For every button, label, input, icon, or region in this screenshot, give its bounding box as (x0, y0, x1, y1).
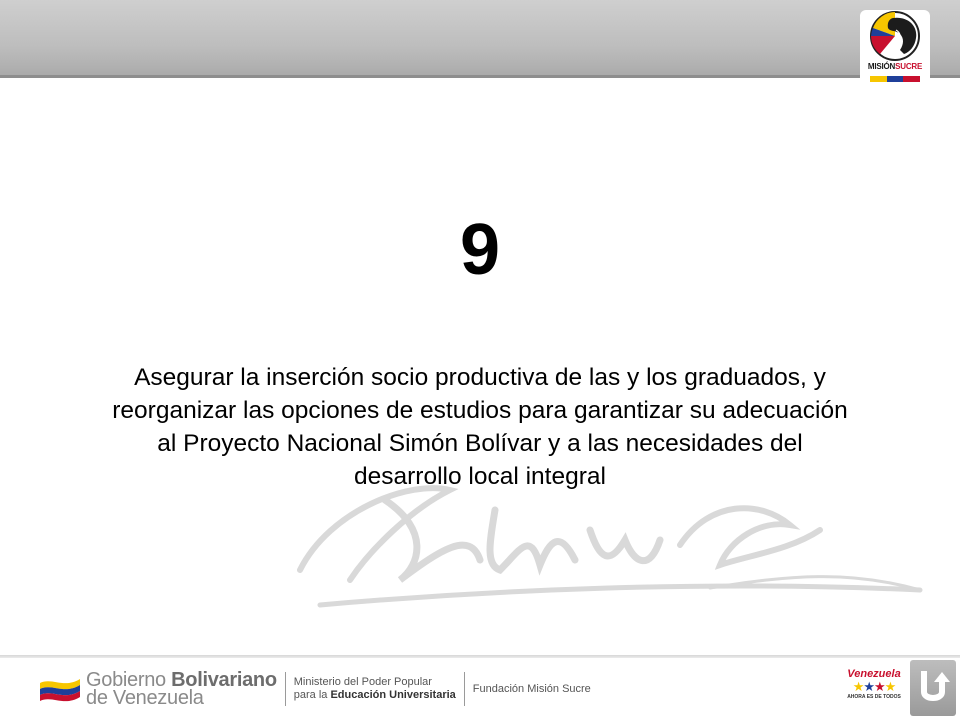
footer-divider (0, 655, 960, 658)
gobierno-text: Gobierno Bolivariano de Venezuela (86, 669, 277, 709)
footer-separator (285, 672, 286, 706)
footer-separator (464, 672, 465, 706)
return-button[interactable] (910, 660, 956, 716)
ministerio-text: Ministerio del Poder Popular para la Educación Universitaria (293, 676, 456, 701)
stars-icon: ★★★★ (852, 679, 896, 694)
venezuela-flag-icon (38, 671, 82, 707)
mision-sucre-emblem-icon (860, 10, 930, 66)
footer-logos (38, 663, 838, 715)
slide-number: 9 (459, 210, 501, 290)
fundacion-text: Fundación Misión Sucre (472, 683, 591, 695)
top-bar (0, 0, 960, 78)
logo-flag-bar (870, 76, 920, 82)
slide-body-text: Asegurar la inserción socio productiva de las y los graduados, y reorganizar las opciones de estudios para garantizar su adecuación al Proyecto Nacional Simón Bolívar y a las necesidades del desarrollo local integral (112, 364, 848, 490)
return-arrow-icon (916, 670, 950, 706)
gobierno-bolivariano-logo (38, 671, 277, 707)
mision-sucre-logo (860, 10, 930, 88)
logo-wordmark: MISIÓNSUCRE (867, 62, 923, 71)
venezuela-badge: Venezuela ★★★★ AHORA ES DE TODOS (847, 668, 901, 700)
